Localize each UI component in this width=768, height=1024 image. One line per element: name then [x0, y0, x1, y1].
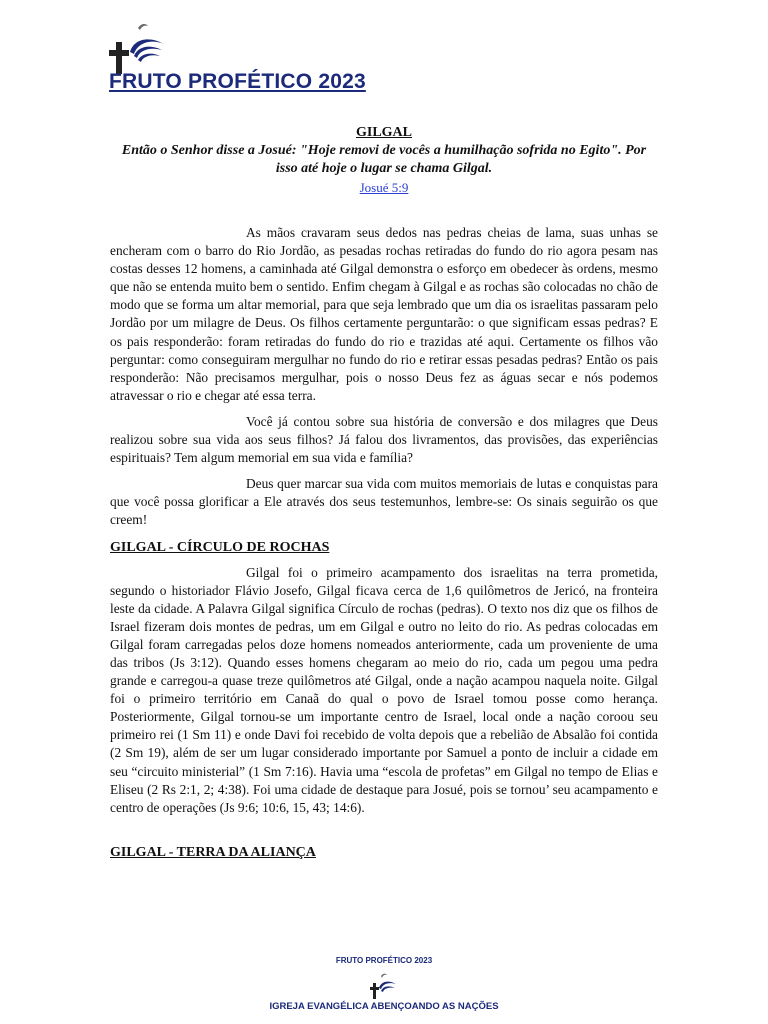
- footer-logo-icon: [368, 972, 398, 1002]
- paragraph: Gilgal foi o primeiro acampamento dos israelitas na terra prometida, segundo o historiador Flávio Josefo, Gilgal ficava cerca de 1,6 quilômetros de Jericó, na fronteira leste da cidade. A Palavra Gilgal significa Círculo de rochas (pedras). O texto nos diz que os filhos de Israel fizeram dois montes de pedras, um em Gilgal e outro no leito do rio. As pedras colocadas em Gilgal foram carregadas pelos doze homens nomeados anteriormente, cada um proveniente de uma das tribos (Js 3:12). Quando esses homens chegaram ao meio do rio, cada um pegou uma pedra grande e carregou-a quase treze quilômetros até Gilgal, onde a nação acampou naquela noite. Gilgal foi o primeiro território em Canaã do qual o povo de Israel tomou posse como herança. Posteriormente, Gilgal tornou-se um importante centro de Israel, local onde a nação coroou seu primeiro rei (1 Sm 11) e onde Davi foi recebido de volta depois que a rebelião de Absalão foi contida (2 Sm 19), além de ser um lugar considerado importante por Samuel a ponto de incluir a cidade em seu “circuito ministerial” (1 Sm 7:16). Havia uma “escola de profetas” em Gilgal no tempo de Elias e Eliseu (2 Rs 2:1, 2; 4:38). Foi uma cidade de destaque para Josué, pois se tornou’ seu acampamento e centro de operações (Js 9:6; 10:6, 15, 43; 14:6).: [110, 564, 658, 815]
- verse-reference-link[interactable]: Josué 5:9: [359, 180, 409, 195]
- intro-block: [110, 124, 658, 197]
- paragraph: Deus quer marcar sua vida com muitos memoriais de lutas e conquistas para que você possa glorificar a Ele através dos seus testemunhos, lembre-se: Os sinais seguirão os que creem!: [110, 476, 658, 528]
- intro-verse: Então o Senhor disse a Josué: "Hoje removi de vocês a humilhação sofrida no Egito". Por isso até hoje o lugar se chama Gilgal.: [121, 143, 647, 176]
- paragraph: Você já contou sobre sua história de conversão e dos milagres que Deus realizou sobre sua vida aos seus filhos? Já falou dos livramentos, das provisões, das experiências espirituais? Tem algum memorial em sua vida e família?: [110, 413, 658, 466]
- page-title: FRUTO PROFÉTICO 2023: [109, 70, 366, 93]
- footer-title: FRUTO PROFÉTICO 2023: [335, 956, 433, 965]
- section-heading-alianca: GILGAL - TERRA DA ALIANÇA: [110, 844, 316, 860]
- section-heading-circulo: GILGAL - CÍRCULO DE ROCHAS: [110, 539, 330, 555]
- intro-heading: GILGAL: [355, 125, 412, 140]
- document-body: [110, 224, 658, 869]
- paragraph: As mãos cravaram seus dedos nas pedras cheias de lama, suas unhas se encheram com o barro do Rio Jordão, as pesadas rochas retiradas do fundo do rio agora pesam nas costas desses 12 homens, a caminhada até Gilgal demonstra o esforço em obedecer às ordens, mesmo que não se entenda muito bem o sentido. Enfim chegam à Gilgal e as rochas são colocadas no chão de modo que se forma um altar memorial, para que seja lembrado que um dia os israelitas passaram pelo Jordão por um milagre de Deus. Os filhos certamente perguntarão: o que significam essas pedras? E os pais responderão: foram retiradas do fundo do rio e trazidas até aqui. Certamente os filhos vão perguntar: como conseguiram mergulhar no fundo do rio e retirar essas pesadas pedras? Então os pais responderão: Não precisamos mergulhar, pois o nosso Deus fez as águas secar e nós podemos atravessar o rio e chegar até essa terra.: [110, 225, 658, 403]
- footer-church-name: IGREJA EVANGÉLICA ABENÇOANDO AS NAÇÕES: [269, 1001, 499, 1012]
